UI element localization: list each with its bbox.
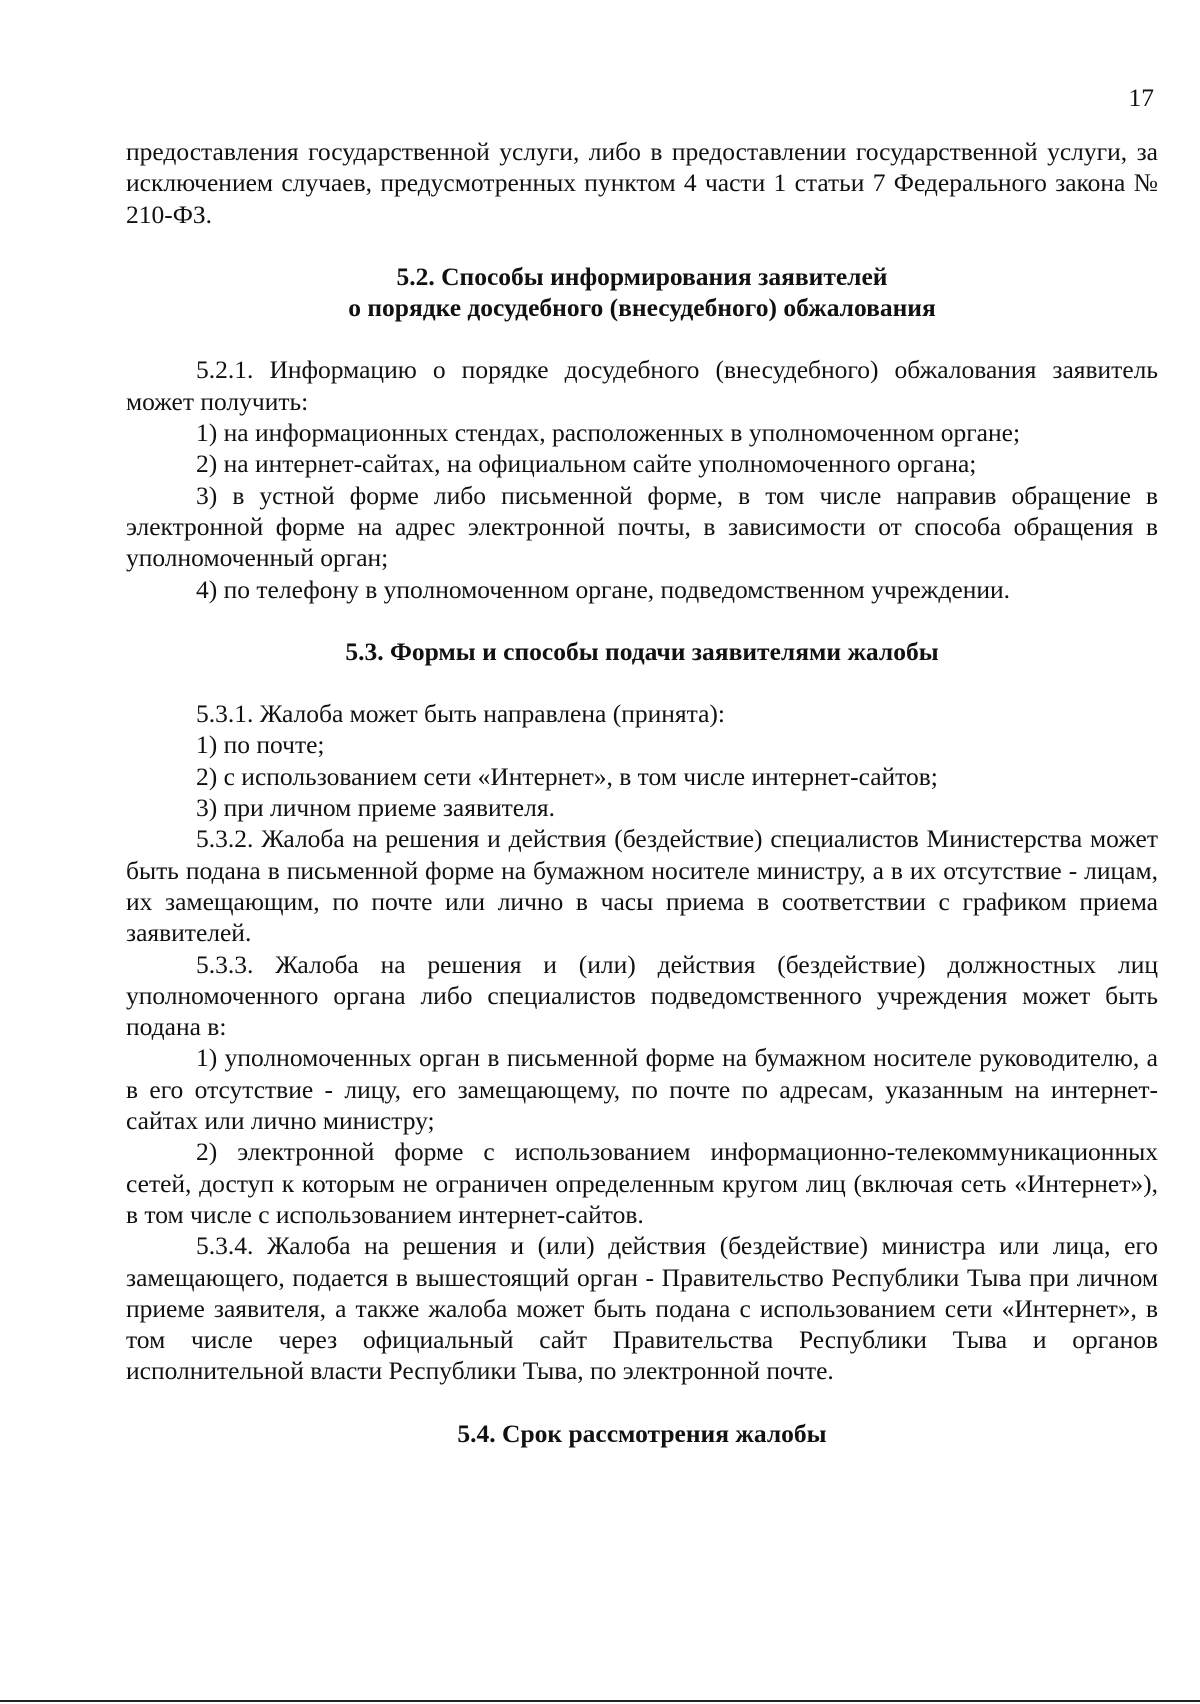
list-item-5-3-3-2: 2) электронной форме с использованием информационно-телекоммуникационных сетей, доступ к которым не ограничен определенным кругом лиц (включая сеть «Интернет»), в том числе с использованием интернет-сайтов. xyxy=(126,1137,1158,1229)
section-5-2-title-line2: о порядке досудебного (внесудебного) обжалования xyxy=(348,293,936,323)
list-item-5-2-1-2: 2) на интернет-сайтах, на официальном сайте уполномоченного органа; xyxy=(196,449,977,479)
section-5-2-title xyxy=(126,261,1158,324)
document-body xyxy=(126,136,1158,1449)
scan-bottom-edge xyxy=(0,1700,1200,1702)
list-item-5-3-1-1: 1) по почте; xyxy=(196,730,325,760)
list-item-5-3-1-3: 3) при личном приеме заявителя. xyxy=(196,793,555,823)
list-item-5-3-3-1: 1) уполномоченных орган в письменной форме на бумажном носителе руководителю, а в его отсутствие - лицу, его замещающему, по почте по адресам, указанным на интернет-сайтах или лично министру; xyxy=(126,1043,1158,1136)
page-number: 17 xyxy=(1128,83,1154,112)
paragraph-5-2-1: 5.2.1. Информацию о порядке досудебного (внесудебного) обжалования заявитель может получить: xyxy=(126,355,1158,416)
list-item-5-2-1-4: 4) по телефону в уполномоченном органе, подведомственном учреждении. xyxy=(196,574,1011,604)
paragraph-5-3-4: 5.3.4. Жалоба на решения и (или) действия (бездействие) министра или лица, его замещающего, подается в вышестоящий орган - Правительство Республики Тыва при личном приеме заявителя, а также жалоба может быть подана с использованием сети «Интернет», в том числе через официальный сайт Правительства Республики Тыва и органов исполнительной власти Республики Тыва, по электронной почте. xyxy=(126,1231,1158,1386)
paragraph-5-3-3: 5.3.3. Жалоба на решения и (или) действия (бездействие) должностных лиц уполномоченного органа либо специалистов подведомственного учреждения может быть подана в: xyxy=(126,949,1158,1042)
intro-paragraph: предоставления государственной услуги, либо в предоставлении государственной услуги, за исключением случаев, предусмотренных пунктом 4 части 1 статьи 7 Федерального закона № 210-ФЗ. xyxy=(126,137,1158,229)
section-5-3-title: 5.3. Формы и способы подачи заявителями жалобы xyxy=(345,636,939,666)
list-item-5-3-1-2: 2) с использованием сети «Интернет», в том числе интернет-сайтов; xyxy=(196,761,938,791)
section-5-4-title: 5.4. Срок рассмотрения жалобы xyxy=(457,1418,827,1448)
paragraph-5-3-1: 5.3.1. Жалоба может быть направлена (принята): xyxy=(196,699,725,729)
section-5-2-title-line1: 5.2. Способы информирования заявителей xyxy=(396,261,888,291)
list-item-5-2-1-3: 3) в устной форме либо письменной форме, в том числе направив обращение в электронной форме на адрес электронной почты, в зависимости от способа обращения в уполномоченный орган; xyxy=(126,480,1158,573)
list-item-5-2-1-1: 1) на информационных стендах, расположенных в уполномоченном органе; xyxy=(196,418,1021,448)
paragraph-5-3-2: 5.3.2. Жалоба на решения и действия (бездействие) специалистов Министерства может быть подана в письменной форме на бумажном носителе министру, а в их отсутствие - лицам, их замещающим, по почте или лично в часы приема в соответствии с графиком приема заявителей. xyxy=(126,824,1158,948)
